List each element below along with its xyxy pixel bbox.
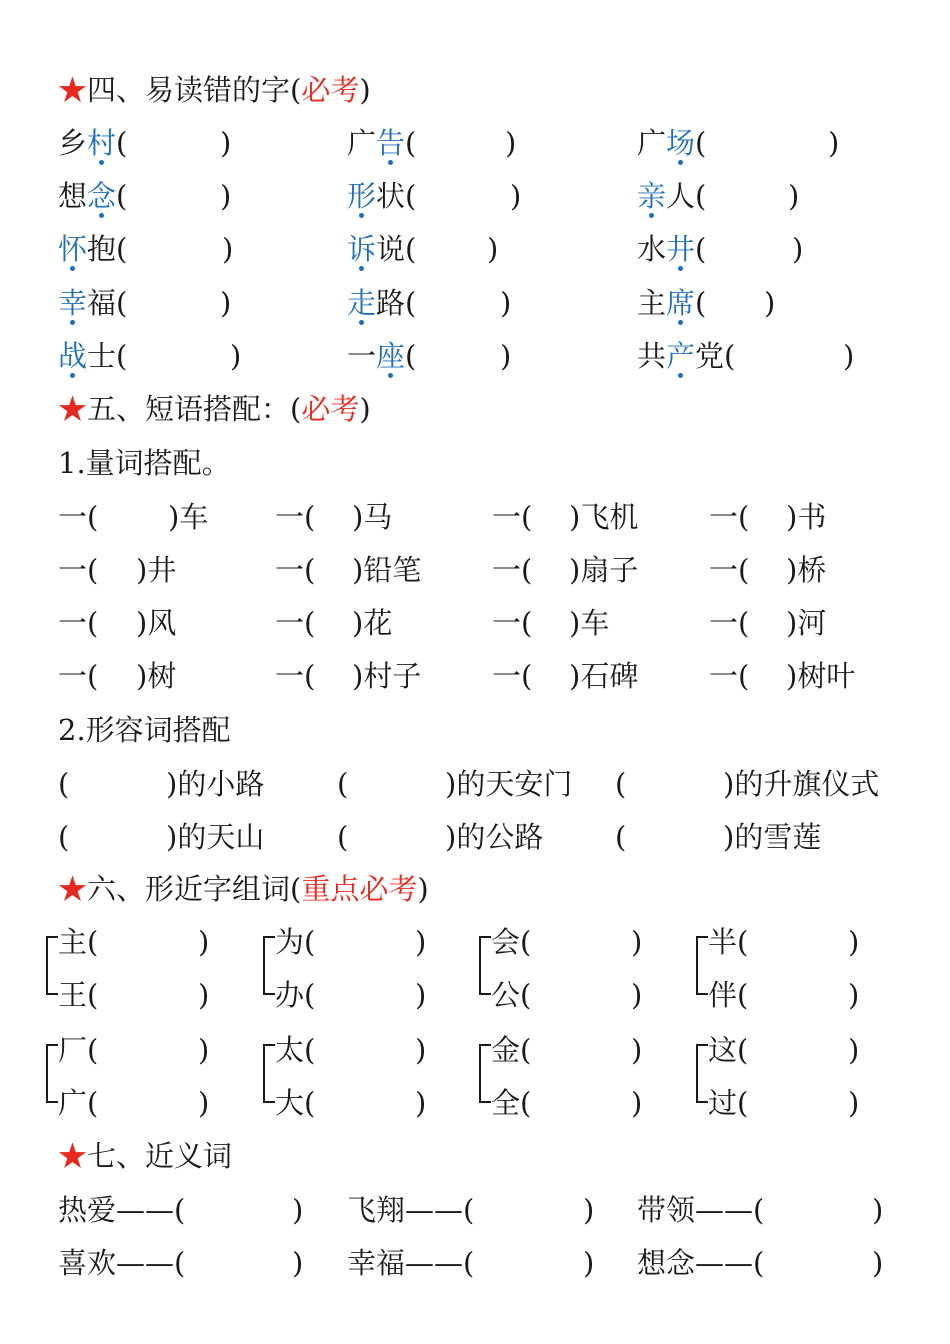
word-char: 广	[347, 126, 377, 160]
right-paren: )	[415, 1086, 427, 1120]
left-paren: (	[695, 286, 707, 320]
similar-char	[275, 1083, 315, 1123]
measure-prefix: 一(	[492, 553, 533, 587]
right-paren: )	[198, 1086, 210, 1120]
highlight-char: 怀	[58, 232, 88, 266]
adjective-phrase: )的小路	[166, 767, 265, 801]
read-word-item	[637, 283, 706, 323]
measure-suffix: )树叶	[786, 659, 856, 693]
adjective-open: (	[615, 820, 627, 854]
right-paren: )	[843, 339, 855, 373]
left-paren: (	[737, 925, 749, 959]
word-char: 福	[87, 286, 117, 320]
synonym-word: 喜欢——(	[58, 1246, 186, 1280]
right-paren: )	[500, 339, 512, 373]
measure-suffix: )桥	[786, 553, 827, 587]
word-char: 一	[347, 339, 377, 373]
left-paren: (	[116, 339, 128, 373]
char: 半	[708, 925, 738, 959]
right-paren: )	[222, 232, 234, 266]
measure-prefix: 一(	[492, 659, 533, 693]
left-paren: (	[520, 1086, 532, 1120]
section-4-header	[58, 70, 371, 110]
read-word-item	[58, 229, 127, 269]
measure-prefix: 一(	[58, 500, 99, 534]
left-paren: (	[116, 179, 128, 213]
left-paren: (	[695, 126, 707, 160]
right-paren: )	[872, 1193, 884, 1227]
read-word-item	[347, 229, 416, 269]
left-paren: (	[737, 978, 749, 1012]
highlight-char: 念	[87, 179, 117, 213]
word-char: 人	[666, 179, 696, 213]
left-paren: (	[87, 1033, 99, 1067]
left-paren: (	[520, 1033, 532, 1067]
right-paren: )	[848, 1086, 860, 1120]
measure-suffix: )河	[786, 606, 827, 640]
measure-suffix: )花	[352, 606, 393, 640]
word-char: 共	[637, 339, 667, 373]
measure-prefix: 一(	[492, 500, 533, 534]
right-paren: )	[848, 925, 860, 959]
similar-char	[708, 975, 748, 1015]
left-paren: (	[695, 179, 707, 213]
left-paren: (	[724, 339, 736, 373]
star-icon: ★	[58, 392, 88, 426]
similar-char	[708, 1030, 748, 1070]
left-paren: (	[304, 978, 316, 1012]
word-char: 乡	[58, 126, 88, 160]
read-word-item	[58, 123, 127, 163]
similar-char	[275, 922, 315, 962]
left-paren: (	[87, 1086, 99, 1120]
highlight-char: 井	[666, 232, 696, 266]
synonym-word: 幸福——(	[347, 1246, 475, 1280]
right-paren: )	[198, 978, 210, 1012]
similar-char	[491, 1083, 531, 1123]
section-7-header	[58, 1136, 232, 1176]
right-paren: )	[872, 1246, 884, 1280]
char: 全	[491, 1086, 521, 1120]
bracket	[696, 1044, 708, 1103]
right-paren: )	[631, 1086, 643, 1120]
left-paren: (	[116, 286, 128, 320]
similar-char	[58, 975, 98, 1015]
measure-prefix: 一(	[709, 553, 750, 587]
synonym-word: 热爱——(	[58, 1193, 186, 1227]
right-paren: )	[510, 179, 522, 213]
right-paren: )	[631, 978, 643, 1012]
left-paren: (	[520, 925, 532, 959]
adjective-phrase: )的天安门	[445, 767, 573, 801]
right-paren: )	[415, 1033, 427, 1067]
measure-prefix: 一(	[709, 500, 750, 534]
measure-prefix: 一(	[709, 606, 750, 640]
highlight-char: 战	[58, 339, 88, 373]
adjective-phrase: )的公路	[445, 820, 544, 854]
similar-char	[708, 1083, 748, 1123]
char: 办	[275, 978, 305, 1012]
measure-suffix: )村子	[352, 659, 422, 693]
measure-suffix: )车	[569, 606, 610, 640]
right-paren: )	[583, 1246, 595, 1280]
right-paren: )	[505, 126, 517, 160]
measure-prefix: 一(	[709, 659, 750, 693]
word-char: 路	[376, 286, 406, 320]
char: 这	[708, 1033, 738, 1067]
left-paren: (	[87, 925, 99, 959]
synonym-word: 飞翔——(	[347, 1193, 475, 1227]
word-char: 党	[695, 339, 725, 373]
right-paren: )	[292, 1246, 304, 1280]
word-char: 状	[376, 179, 406, 213]
right-paren: )	[292, 1193, 304, 1227]
right-paren: )	[792, 232, 804, 266]
left-paren: (	[405, 339, 417, 373]
star-icon: ★	[58, 872, 88, 906]
measure-suffix: )石碑	[569, 659, 639, 693]
measure-prefix: 一(	[275, 553, 316, 587]
bracket	[263, 1044, 275, 1103]
adjective-open: (	[337, 820, 349, 854]
char: 会	[491, 925, 521, 959]
measure-suffix: )飞机	[569, 500, 639, 534]
measure-prefix: 一(	[275, 606, 316, 640]
highlight-char: 告	[376, 126, 406, 160]
similar-char	[58, 1083, 98, 1123]
right-paren: )	[828, 126, 840, 160]
synonym-word: 想念——(	[637, 1246, 765, 1280]
section-4-title: 四、易读错的字(	[87, 73, 302, 107]
right-paren: )	[631, 1033, 643, 1067]
right-paren: )	[848, 978, 860, 1012]
char: 伴	[708, 978, 738, 1012]
highlight-char: 座	[376, 339, 406, 373]
adjective-open: (	[615, 767, 627, 801]
highlight-char: 亲	[637, 179, 667, 213]
char: 广	[58, 1086, 88, 1120]
right-paren: )	[788, 179, 800, 213]
left-paren: (	[695, 232, 707, 266]
synonym-word: 带领——(	[637, 1193, 765, 1227]
word-char: 水	[637, 232, 667, 266]
read-word-item	[58, 176, 127, 216]
right-paren: )	[487, 232, 499, 266]
adjective-phrase: )的升旗仪式	[723, 767, 880, 801]
measure-suffix: )风	[136, 606, 177, 640]
word-char: 想	[58, 179, 88, 213]
bracket	[46, 936, 58, 995]
char: 为	[275, 925, 305, 959]
measure-suffix: )树	[136, 659, 177, 693]
right-paren: )	[220, 126, 232, 160]
left-paren: (	[116, 126, 128, 160]
measure-prefix: 一(	[492, 606, 533, 640]
similar-char	[491, 922, 531, 962]
right-paren: )	[220, 286, 232, 320]
right-paren: )	[583, 1193, 595, 1227]
read-word-item	[58, 336, 127, 376]
highlight-char: 走	[347, 286, 377, 320]
measure-word-subtitle: 1.量词搭配。	[58, 446, 231, 480]
word-char: 抱	[87, 232, 117, 266]
read-word-item	[347, 283, 416, 323]
left-paren: (	[405, 232, 417, 266]
right-paren: )	[500, 286, 512, 320]
read-word-item	[347, 336, 416, 376]
similar-char	[58, 1030, 98, 1070]
left-paren: (	[405, 126, 417, 160]
similar-char	[491, 1030, 531, 1070]
left-paren: (	[87, 978, 99, 1012]
highlight-char: 场	[666, 126, 696, 160]
adjective-phrase: )的天山	[166, 820, 265, 854]
read-word-item	[347, 176, 416, 216]
word-char: 主	[637, 286, 667, 320]
adjective-open: (	[58, 820, 70, 854]
similar-char	[708, 922, 748, 962]
bracket	[479, 1044, 491, 1103]
measure-suffix: )车	[168, 500, 209, 534]
star-icon: ★	[58, 1139, 88, 1173]
section-6-title: 六、形近字组词(	[87, 872, 302, 906]
section-6-header	[58, 869, 429, 909]
left-paren: (	[737, 1033, 749, 1067]
char: 王	[58, 978, 88, 1012]
measure-suffix: )井	[136, 553, 177, 587]
highlight-char: 形	[347, 179, 377, 213]
left-paren: (	[405, 179, 417, 213]
adjective-phrase: )的雪莲	[723, 820, 822, 854]
measure-suffix: )书	[786, 500, 827, 534]
section-5-close: )	[359, 392, 371, 426]
measure-prefix: 一(	[58, 553, 99, 587]
read-word-item	[58, 283, 127, 323]
adjective-subtitle: 2.形容词搭配	[58, 713, 231, 747]
right-paren: )	[198, 1033, 210, 1067]
left-paren: (	[116, 232, 128, 266]
section-5-header	[58, 389, 371, 429]
section-4-close: )	[359, 73, 371, 107]
char: 金	[491, 1033, 521, 1067]
word-char: 广	[637, 126, 667, 160]
read-word-item	[637, 176, 706, 216]
right-paren: )	[230, 339, 242, 373]
char: 过	[708, 1086, 738, 1120]
measure-suffix: )马	[352, 500, 393, 534]
bracket	[696, 936, 708, 995]
word-char: 说	[376, 232, 406, 266]
section-4-tag: 必考	[301, 73, 360, 107]
word-char: 士	[87, 339, 117, 373]
section-5-title: 五、短语搭配：(	[87, 392, 302, 426]
char: 厂	[58, 1033, 88, 1067]
adjective-open: (	[58, 767, 70, 801]
similar-char	[275, 1030, 315, 1070]
char: 主	[58, 925, 88, 959]
bracket	[479, 936, 491, 995]
section-6-tag: 重点必考	[301, 872, 418, 906]
right-paren: )	[220, 179, 232, 213]
highlight-char: 村	[87, 126, 117, 160]
section-7-title: 七、近义词	[87, 1139, 233, 1173]
right-paren: )	[198, 925, 210, 959]
char: 大	[275, 1086, 305, 1120]
similar-char	[58, 922, 98, 962]
left-paren: (	[304, 1086, 316, 1120]
right-paren: )	[415, 978, 427, 1012]
right-paren: )	[764, 286, 776, 320]
bracket	[263, 936, 275, 995]
right-paren: )	[415, 925, 427, 959]
left-paren: (	[405, 286, 417, 320]
section-5-tag: 必考	[301, 392, 360, 426]
star-icon: ★	[58, 73, 88, 107]
highlight-char: 幸	[58, 286, 88, 320]
read-word-item	[637, 336, 735, 376]
measure-prefix: 一(	[275, 500, 316, 534]
read-word-item	[637, 123, 706, 163]
bracket	[46, 1044, 58, 1103]
char: 太	[275, 1033, 305, 1067]
left-paren: (	[304, 925, 316, 959]
left-paren: (	[737, 1086, 749, 1120]
measure-suffix: )铅笔	[352, 553, 422, 587]
char: 公	[491, 978, 521, 1012]
adjective-open: (	[337, 767, 349, 801]
measure-suffix: )扇子	[569, 553, 639, 587]
measure-prefix: 一(	[58, 606, 99, 640]
highlight-char: 席	[666, 286, 696, 320]
measure-prefix: 一(	[275, 659, 316, 693]
read-word-item	[347, 123, 416, 163]
highlight-char: 产	[666, 339, 696, 373]
right-paren: )	[848, 1033, 860, 1067]
left-paren: (	[304, 1033, 316, 1067]
right-paren: )	[631, 925, 643, 959]
measure-prefix: 一(	[58, 659, 99, 693]
similar-char	[491, 975, 531, 1015]
read-word-item	[637, 229, 706, 269]
highlight-char: 诉	[347, 232, 377, 266]
section-6-close: )	[417, 872, 429, 906]
left-paren: (	[520, 978, 532, 1012]
similar-char	[275, 975, 315, 1015]
